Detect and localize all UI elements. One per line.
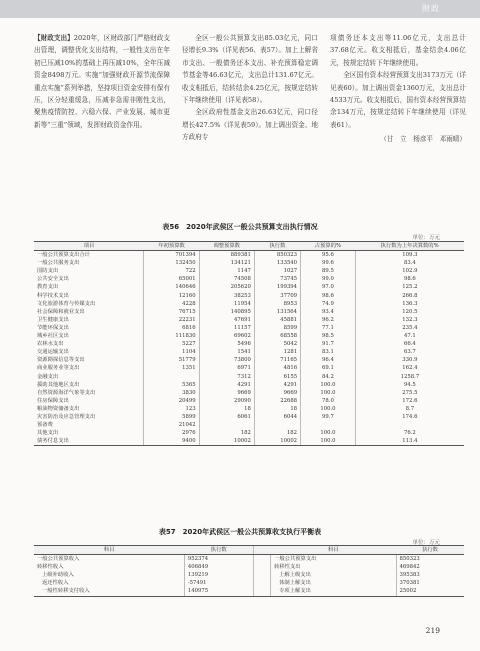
table-cell: 上解上级支出 xyxy=(271,571,396,579)
table-cell: 农林水支出 xyxy=(37,341,64,348)
table-row xyxy=(34,283,464,291)
table-row xyxy=(34,267,464,275)
table-row xyxy=(34,571,464,579)
table-cell: 111830 xyxy=(144,332,199,340)
table-cell: 722 xyxy=(144,267,199,275)
table-cell: 83.4 xyxy=(355,259,464,267)
table-cell: 1281 xyxy=(254,348,300,356)
table-cell: 一般性转移支付收入 xyxy=(34,587,184,596)
table-cell: 1147 xyxy=(199,267,254,275)
table-cell: 5042 xyxy=(254,340,300,348)
paragraph: 项债务还本支出等11.06亿元，支出总计37.68亿元。收支相抵后，基金结余4.06亿元，按规定结转下年继续使用。 xyxy=(330,34,466,67)
table-cell: 47691 xyxy=(199,316,254,324)
table-cell: 140975 xyxy=(184,587,253,596)
table-cell: 科学技术支出 xyxy=(37,292,69,299)
table-cell xyxy=(301,421,356,429)
table-cell: 69.1 xyxy=(301,364,356,372)
table-cell: 10002 xyxy=(254,437,300,446)
table-cell: 5227 xyxy=(144,340,199,348)
table-cell: 65001 xyxy=(144,275,199,283)
table-cell: 162.4 xyxy=(355,364,464,372)
table-cell: 68558 xyxy=(254,332,300,340)
table-cell: 住房保障支出 xyxy=(37,397,69,404)
section-tag: 【财政支出】 xyxy=(34,34,74,42)
table-cell: 上级补助收入 xyxy=(42,572,74,579)
table-row xyxy=(34,563,464,571)
table-cell: 返还性收入 xyxy=(42,580,69,587)
table-cell: 275.5 xyxy=(355,389,464,397)
table-cell: 100.0 xyxy=(301,381,356,389)
table-56 xyxy=(34,241,464,446)
table-cell: 11954 xyxy=(199,300,254,308)
table-cell: 18 xyxy=(199,405,254,413)
table-cell: 1541 xyxy=(199,348,254,356)
table-cell: 专项上解支出 xyxy=(271,587,396,596)
table-cell: 21042 xyxy=(144,421,199,429)
table-cell: 63.7 xyxy=(355,348,464,356)
table-cell: 教育支出 xyxy=(37,284,59,291)
table-row xyxy=(34,437,464,446)
table-57-unit: 单位：万元 xyxy=(412,540,440,546)
table-header-cell: 执行数 xyxy=(254,242,300,251)
table-cell: 74508 xyxy=(199,275,254,283)
table-cell: 73745 xyxy=(254,275,300,283)
table-row xyxy=(34,373,464,381)
table-cell: 1351 xyxy=(144,364,199,372)
table-cell: 99.7 xyxy=(301,413,356,421)
table-cell: 134121 xyxy=(199,259,254,267)
table-cell: 76.2 xyxy=(355,429,464,437)
table-cell: 11157 xyxy=(199,324,254,332)
table-cell: 29090 xyxy=(199,397,254,405)
table-cell: 商业服务业等支出 xyxy=(37,365,80,372)
table-cell: 10002 xyxy=(199,437,254,446)
table-cell: 172.6 xyxy=(355,397,464,405)
table-cell: 节能环保支出 xyxy=(37,324,69,331)
table-cell: 100.0 xyxy=(301,429,356,437)
table-row xyxy=(34,364,464,372)
page-number: 219 xyxy=(425,626,440,635)
table-cell: 资源勘探信息等支出 xyxy=(37,357,85,364)
table-cell: 预备费 xyxy=(37,422,53,429)
table-cell: 96.4 xyxy=(301,356,356,364)
table-cell: 266.8 xyxy=(355,292,464,300)
table-cell: 一般公共预算支出 xyxy=(271,555,396,564)
table-cell: 一般公共服务支出 xyxy=(37,260,80,267)
table-cell: 77.1 xyxy=(301,324,356,332)
table-cell: 体制上解支出 xyxy=(271,579,396,587)
table-cell: 8599 xyxy=(254,324,300,332)
table-cell: 转移性收入 xyxy=(37,564,64,571)
table-cell: 330.9 xyxy=(355,356,464,364)
table-cell: 205620 xyxy=(199,283,254,291)
table-cell: 889381 xyxy=(199,251,254,260)
table-cell: 6816 xyxy=(144,324,199,332)
table-cell: 粮油物资储备支出 xyxy=(37,405,80,412)
table-cell: 4291 xyxy=(254,381,300,389)
table-cell: 131564 xyxy=(254,308,300,316)
paragraph: 全区政府性基金支出26.63亿元，同口径增长427.5%（详见表59）。加上调出资金、地方政府专 xyxy=(182,108,318,142)
table-row xyxy=(34,397,464,405)
table-cell: 国防支出 xyxy=(37,268,59,275)
section-header: 财政 xyxy=(422,4,440,13)
table-header-cell: 科目 xyxy=(34,546,184,555)
table-cell: 45881 xyxy=(254,316,300,324)
table-cell: 469842 xyxy=(396,563,464,571)
table-row xyxy=(34,308,464,316)
table-cell: 转移性支出 xyxy=(271,563,396,571)
table-cell: 9669 xyxy=(199,389,254,397)
table-cell: 卫生健康支出 xyxy=(37,316,69,323)
table-cell: 公共安全支出 xyxy=(37,276,69,283)
table-header-cell: 执行数 xyxy=(184,546,253,555)
table-row xyxy=(34,421,464,429)
table-cell: 2976 xyxy=(144,429,199,437)
table-cell xyxy=(144,373,199,381)
table-cell: 132.3 xyxy=(355,316,464,324)
table-cell xyxy=(254,421,300,429)
table-cell: 132450 xyxy=(144,259,199,267)
table-cell: 12160 xyxy=(144,292,199,300)
table-cell: 20499 xyxy=(144,397,199,405)
table-cell: 22231 xyxy=(144,316,199,324)
table-cell: 370381 xyxy=(396,579,464,587)
table-gap-cell xyxy=(254,563,271,571)
table-row xyxy=(34,555,464,564)
table-cell: 城乡社区支出 xyxy=(37,333,69,340)
table-cell: 125.2 xyxy=(355,283,464,291)
table-cell: 99.0 xyxy=(301,275,356,283)
table-cell: 140646 xyxy=(144,283,199,291)
table-cell: 4291 xyxy=(199,381,254,389)
table-row xyxy=(34,381,464,389)
table-cell: 120.5 xyxy=(355,308,464,316)
table-cell xyxy=(355,421,464,429)
table-row xyxy=(34,405,464,413)
table-cell: 235.4 xyxy=(355,324,464,332)
table-cell: 136.3 xyxy=(355,300,464,308)
table-cell: 83.1 xyxy=(301,348,356,356)
page-header-bar xyxy=(0,0,480,18)
paragraph: 全区国有资本经营预算支出3173万元（详见表60）。加上调出资金1360万元，支出总计4533万元。收支相抵后，国有资本经营预算结余134万元，按规定结转下年继续使用（详见表61）。 xyxy=(330,71,466,129)
paragraph xyxy=(34,32,170,131)
table-row xyxy=(34,292,464,300)
table-cell: 66.4 xyxy=(355,340,464,348)
table-cell: 182 xyxy=(199,429,254,437)
table-row xyxy=(34,275,464,283)
table-cell: 102.9 xyxy=(355,267,464,275)
table-cell: 6061 xyxy=(199,413,254,421)
table-cell: 78.0 xyxy=(301,397,356,405)
paragraph: 全区一般公共预算支出85.03亿元，同口径增长9.3%（详见表56、表57）。加上上解省市支出、一般债务还本支出、补充预算稳定调节基金等46.63亿元，支出总计131.67亿元。收支相抵后，结转结余4.25亿元，按规定结转下年继续使用（详见表58）。 xyxy=(182,34,318,105)
table-cell: 199394 xyxy=(254,283,300,291)
table-cell: 74.9 xyxy=(301,300,356,308)
table-cell: 89.5 xyxy=(301,267,356,275)
table-cell: 5496 xyxy=(199,340,254,348)
table-cell: 灾害防治及应急管理支出 xyxy=(37,413,96,420)
table-cell: 自然资源海洋气象等支出 xyxy=(37,389,96,396)
table-cell: 51779 xyxy=(144,356,199,364)
table-row xyxy=(34,348,464,356)
table-row xyxy=(34,300,464,308)
table-cell: 9400 xyxy=(144,437,199,446)
table-cell: 交通运输支出 xyxy=(37,349,69,356)
table-cell: 98.5 xyxy=(301,332,356,340)
table-57-title: 表57 2020年武侯区一般公共预算收支执行平衡表 xyxy=(158,528,322,536)
table-gap-cell xyxy=(254,579,271,587)
table-header-cell: 调整预算数 xyxy=(199,242,254,251)
table-cell: 6971 xyxy=(199,364,254,372)
table-cell: 99.6 xyxy=(301,259,356,267)
table-cell: 850323 xyxy=(396,555,464,564)
table-header-cell: 执行数 xyxy=(396,546,464,555)
table-cell: 一般公共预算支出合计 xyxy=(37,252,90,259)
table-cell: 7312 xyxy=(199,373,254,381)
table-cell: 93.4 xyxy=(301,308,356,316)
table-cell: 100.0 xyxy=(301,437,356,446)
table-cell: 71165 xyxy=(254,356,300,364)
table-row xyxy=(34,356,464,364)
table-cell: 6044 xyxy=(254,413,300,421)
table-cell: 133540 xyxy=(254,259,300,267)
table-cell: 140895 xyxy=(199,308,254,316)
table-cell: 38253 xyxy=(199,292,254,300)
table-cell: 406849 xyxy=(184,563,253,571)
table-gap-cell xyxy=(254,555,271,564)
table-cell: 952374 xyxy=(184,555,253,564)
table-row xyxy=(34,332,464,340)
table-header-cell: 执行数为上年决算数的% xyxy=(355,242,464,251)
table-row xyxy=(34,340,464,348)
table-row xyxy=(34,389,464,397)
table-cell: 84.2 xyxy=(301,373,356,381)
table-cell: 139219 xyxy=(184,571,253,579)
table-row xyxy=(34,316,464,324)
table-cell: 金融支出 xyxy=(37,373,59,380)
table-row xyxy=(34,251,464,260)
table-cell: 76715 xyxy=(144,308,199,316)
table-cell: 1258.7 xyxy=(355,373,464,381)
table-56-unit: 单位：万元 xyxy=(412,235,440,241)
table-cell: 1027 xyxy=(254,267,300,275)
table-header-cell: 年初预算数 xyxy=(144,242,199,251)
table-cell: 95.6 xyxy=(301,251,356,260)
table-cell: 701394 xyxy=(144,251,199,260)
table-cell: 4816 xyxy=(254,364,300,372)
table-cell: 8953 xyxy=(254,300,300,308)
table-cell: 1104 xyxy=(144,348,199,356)
table-cell: 文化旅游体育与传媒支出 xyxy=(37,300,96,307)
table-cell: 109.3 xyxy=(355,251,464,260)
table-cell: 47.1 xyxy=(355,332,464,340)
table-cell: 97.0 xyxy=(301,283,356,291)
table-cell: 3830 xyxy=(144,389,199,397)
table-cell: 73800 xyxy=(199,356,254,364)
table-cell: 22688 xyxy=(254,397,300,405)
table-cell: 债务付息支出 xyxy=(34,437,144,446)
table-row xyxy=(34,587,464,596)
table-cell: 社会保障和就业支出 xyxy=(37,308,85,315)
table-cell: 5365 xyxy=(144,381,199,389)
table-cell: 113.4 xyxy=(355,437,464,446)
table-cell: 4228 xyxy=(144,300,199,308)
table-cell: 395383 xyxy=(396,571,464,579)
text-column-1 xyxy=(34,32,170,131)
text-column-2 xyxy=(182,32,318,144)
table-cell: 123 xyxy=(144,405,199,413)
table-cell: 98.6 xyxy=(301,292,356,300)
table-cell: 其他支出 xyxy=(37,430,59,437)
table-cell xyxy=(199,421,254,429)
table-cell: 91.7 xyxy=(301,340,356,348)
table-gap-cell xyxy=(254,587,271,596)
table-cell: -57491 xyxy=(184,579,253,587)
table-cell: 25002 xyxy=(396,587,464,596)
author-signature: （甘 立 杨彦平 邓雨晴） xyxy=(380,135,466,144)
table-cell: 8.7 xyxy=(355,405,464,413)
table-cell: 850323 xyxy=(254,251,300,260)
table-cell: 69602 xyxy=(199,332,254,340)
table-row xyxy=(34,413,464,421)
table-cell: 6155 xyxy=(254,373,300,381)
table-cell: 一般公共预算收入 xyxy=(37,556,80,563)
table-cell: 100.0 xyxy=(301,405,356,413)
table-cell: 96.2 xyxy=(301,316,356,324)
table-cell: 100.0 xyxy=(301,389,356,397)
table-row xyxy=(34,429,464,437)
table-row xyxy=(34,579,464,587)
table-cell: 9669 xyxy=(254,389,300,397)
table-56-title: 表56 2020年武侯区一般公共预算支出执行情况 xyxy=(162,223,318,231)
table-header-cell: 项目 xyxy=(34,242,144,251)
table-cell: 5899 xyxy=(144,413,199,421)
table-cell: 182 xyxy=(254,429,300,437)
table-gap-cell xyxy=(254,571,271,579)
table-cell: 174.6 xyxy=(355,413,464,421)
table-gap-cell xyxy=(254,546,271,555)
table-cell: 98.6 xyxy=(355,275,464,283)
table-header-cell: 科目 xyxy=(271,546,396,555)
paragraph-text: 2020年，区财政部门严格财政支出管理，调整优化支出结构，一般性支出在年初已压减10%的基础上再压减10%，全年压减资金8498万元。实施“加强财政开源节流保障重点实施”系列举措，坚持项目资金安排有保有压，区分轻重缓急，压减非急需非刚性支出，聚焦疫情防控、六稳六保、产业发展、城市更新等“三重”领域，发挥财政资金作用。 xyxy=(34,34,171,129)
table-57 xyxy=(34,545,464,597)
text-column-3 xyxy=(330,32,466,146)
table-header-cell: 占预算的% xyxy=(301,242,356,251)
table-cell: 37709 xyxy=(254,292,300,300)
table-row xyxy=(34,324,464,332)
table-cell: 援助其他地区支出 xyxy=(37,381,80,388)
table-cell: 94.5 xyxy=(355,381,464,389)
table-row xyxy=(34,259,464,267)
table-cell: 18 xyxy=(254,405,300,413)
